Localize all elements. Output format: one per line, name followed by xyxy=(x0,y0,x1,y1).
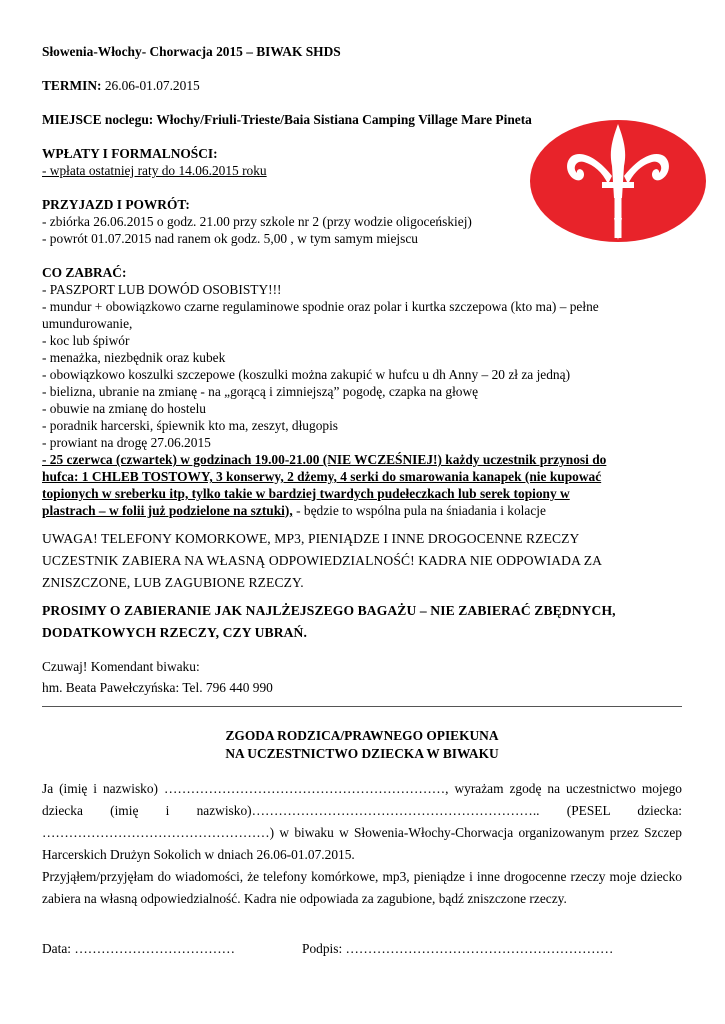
consent-paragraph: Przyjąłem/przyjęłam do wiadomości, że telefony komórkowe, mp3, pieniądze i inne drogocenne rzeczy moje dziecko zabiera na własną odpowiedzialność. Kadra nie odpowiada za zagubione, bądź zniszczone rzeczy. xyxy=(42,869,682,906)
signature-field[interactable]: Podpis: …………………………………………………… xyxy=(302,941,614,956)
food-line: topionych w sreberku itp, tylko takie w bardziej twardych pudełeczkach lub serek topiony w xyxy=(42,486,570,501)
packing-item: - PASZPORT LUB DOWÓD OSOBISTY!!! xyxy=(42,282,282,297)
travel-heading: PRZYJAZD I POWRÓT: xyxy=(42,197,190,212)
signoff-line: Czuwaj! Komendant biwaku: xyxy=(42,659,200,674)
packing-item: umundurowanie, xyxy=(42,316,133,331)
packing-item: - poradnik harcerski, śpiewnik kto ma, zeszyt, długopis xyxy=(42,418,339,433)
miejsce-line: MIEJSCE noclegu: Włochy/Friuli-Trieste/Baia Sistiana Camping Village Mare Pineta xyxy=(42,112,532,127)
section-divider xyxy=(42,706,682,707)
packing-item: - menażka, niezbędnik oraz kubek xyxy=(42,350,226,365)
food-line: - 25 czerwca (czwartek) w godzinach 19.00-21.00 (NIE WCZEŚNIEJ!) każdy uczestnik przynosi do xyxy=(42,452,607,467)
packing-item: - obowiązkowo koszulki szczepowe (koszulki można zakupić w hufcu u dh Anny – 20 zł za jedną) xyxy=(42,367,571,382)
food-tail: - będzie to wspólna pula na śniadania i kolacje xyxy=(292,503,546,518)
consent-title: ZGODA RODZICA/PRAWNEGO OPIEKUNA xyxy=(225,728,499,743)
packing-item: - prowiant na drogę 27.06.2015 xyxy=(42,435,211,450)
packing-item: - mundur + obowiązkowo czarne regulaminowe spodnie oraz polar i kurtka szczepowa (kto ma) – pełne xyxy=(42,299,599,314)
payments-heading: WPŁATY I FORMALNOŚCI: xyxy=(42,146,218,161)
termin-label: TERMIN: xyxy=(42,78,102,93)
travel-item: - powrót 01.07.2015 nad ranem ok godz. 5,00 , w tym samym miejscu xyxy=(42,231,418,246)
travel-item: - zbiórka 26.06.2015 o godz. 21.00 przy szkole nr 2 (przy wodzie oligoceńskiej) xyxy=(42,214,472,229)
termin-line xyxy=(42,77,200,94)
packing-item: - koc lub śpiwór xyxy=(42,333,130,348)
food-line: plastrach – w folii już podzielone na sztuki), xyxy=(42,503,293,518)
warning-line: UCZESTNIK ZABIERA NA WŁASNĄ ODPOWIEDZIALNOŚĆ! KADRA NIE ODPOWIADA ZA xyxy=(42,553,603,568)
food-line: hufca: 1 CHLEB TOSTOWY, 3 konserwy, 2 dżemy, 4 serki do smarowania kanapek (nie kupować xyxy=(42,469,602,484)
document-title: Słowenia-Włochy- Chorwacja 2015 – BIWAK SHDS xyxy=(42,44,341,59)
packing-heading: CO ZABRAĆ: xyxy=(42,265,127,280)
consent-title: NA UCZESTNICTWO DZIECKA W BIWAKU xyxy=(225,746,499,761)
warning-line: UWAGA! TELEFONY KOMORKOWE, MP3, PIENIĄDZE I INNE DROGOCENNE RZECZY xyxy=(42,531,580,546)
consent-paragraph: Ja (imię i nazwisko) ………………………………………………………, wyrażam zgodę na uczestnictwo mojego dziecka (imię i nazwisko)……………………………………………………….. (PESEL dziecka: ……………………………………………) w biwaku w Słowenia-Włochy-Chorwacja organizowanym przez Szczep Harcerskich Drużyn Sokolich w dniach 26.06-01.07.2015. xyxy=(42,781,682,862)
termin-value: 26.06-01.07.2015 xyxy=(101,78,200,93)
warning-line: ZNISZCZONE, LUB ZAGUBIONE RZECZY. xyxy=(42,575,304,590)
baggage-line: PROSIMY O ZABIERANIE JAK NAJLŻEJSZEGO BAGAŻU – NIE ZABIERAĆ ZBĘDNYCH, xyxy=(42,603,616,618)
packing-item: - obuwie na zmianę do hostelu xyxy=(42,401,206,416)
baggage-line: DODATKOWYCH RZECZY, CZY UBRAŃ. xyxy=(42,625,307,640)
payments-item: - wpłata ostatniej raty do 14.06.2015 roku xyxy=(42,163,267,178)
signoff-line: hm. Beata Pawełczyńska: Tel. 796 440 990 xyxy=(42,680,273,695)
fleur-de-lis-icon xyxy=(528,118,708,244)
packing-item: - bielizna, ubranie na zmianę - na „gorącą i zimniejszą” pogodę, czapka na głowę xyxy=(42,384,479,399)
date-field[interactable]: Data: ……………………………… xyxy=(42,941,236,956)
food-line-last xyxy=(42,502,546,519)
